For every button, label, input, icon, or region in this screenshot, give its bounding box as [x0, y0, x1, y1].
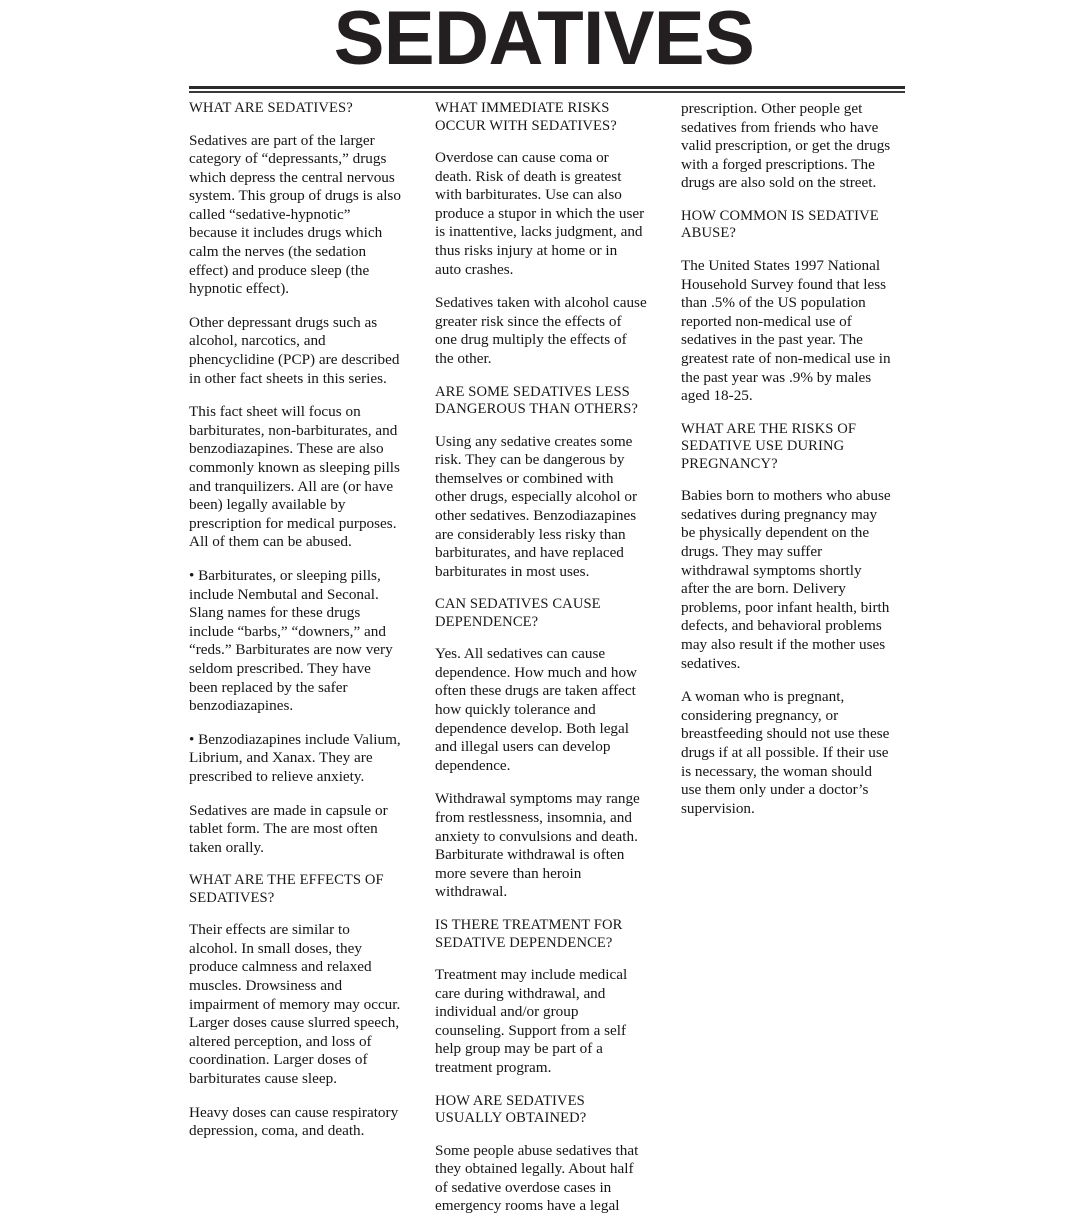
section-heading: CAN SEDATIVES CAUSE DEPENDENCE?	[435, 596, 601, 630]
body-paragraph: This fact sheet will focus on barbiturates, non-barbiturates, and benzodiazapines. These are also commonly known as sleeping pills and tranquilizers. All are (or have been) legally available by prescription for medical purposes. All of them can be abused.	[189, 403, 400, 551]
body-paragraph: Sedatives taken with alcohol cause greater risk since the effects of one drug multiply the effects of the other.	[435, 294, 647, 367]
column-2	[435, 100, 647, 1216]
title-band	[0, 0, 1080, 81]
body-paragraph: Sedatives are part of the larger category of “depressants,” drugs which depress the central nervous system. This group of drugs is also called “sedative-hypnotic” because it includes drugs which calm the nerves (the sedation effect) and produce sleep (the hypnotic effect).	[189, 131, 401, 298]
section-heading: HOW COMMON IS SEDATIVE ABUSE?	[681, 207, 879, 242]
section-heading: HOW ARE SEDATIVES USUALLY OBTAINED?	[435, 1092, 587, 1127]
column-3	[681, 100, 893, 1216]
body-paragraph: Yes. All sedatives can cause dependence. How much and how often these drugs are taken affect how quickly tolerance and dependence develop. Both legal and illegal users can develop dependence.	[435, 645, 638, 774]
divider-thin-line	[189, 91, 905, 93]
body-paragraph: Some people abuse sedatives that they obtained legally. About half of sedative overdose cases in emergency rooms have a legal	[435, 1141, 639, 1215]
column-1	[189, 100, 401, 1216]
body-paragraph: Their effects are similar to alcohol. In small doses, they produce calmness and relaxed muscles. Drowsiness and impairment of memory may occur. Larger doses cause slurred speech, altered perception, and loss of coordination. Larger doses of barbiturates cause sleep.	[189, 921, 401, 1088]
title-divider	[189, 86, 905, 93]
body-paragraph: Overdose can cause coma or death. Risk of death is greatest with barbiturates. Use can also produce a stupor in which the user is inattentive, lacks judgment, and thus risks injury at home or in auto crashes.	[435, 149, 645, 278]
section-heading: ARE SOME SEDATIVES LESS DANGEROUS THAN OTHERS?	[435, 383, 638, 418]
section-heading: WHAT ARE THE EFFECTS OF SEDATIVES?	[189, 872, 384, 906]
page-title: SEDATIVES	[333, 0, 755, 81]
body-paragraph: • Benzodiazapines include Valium, Librium, and Xanax. They are prescribed to relieve anxiety.	[189, 730, 401, 785]
body-paragraph: Using any sedative creates some risk. They can be dangerous by themselves or combined with other drugs, especially alcohol or other sedatives. Benzodiazapines are considerably less risky than barbiturates, and have replaced barbiturates in most uses.	[435, 432, 638, 580]
section-heading: IS THERE TREATMENT FOR SEDATIVE DEPENDENCE?	[435, 917, 623, 951]
section-heading: WHAT ARE THE RISKS OF SEDATIVE USE DURING PREGNANCY?	[681, 420, 857, 472]
body-paragraph: Heavy doses can cause respiratory depression, coma, and death.	[189, 1103, 399, 1140]
body-paragraph: Other depressant drugs such as alcohol, narcotics, and phencyclidine (PCP) are described in other fact sheets in this series.	[189, 313, 400, 387]
body-paragraph: • Barbiturates, or sleeping pills, include Nembutal and Seconal. Slang names for these drugs include “barbs,” “downers,” and “reds.” Barbiturates are now very seldom prescribed. They have been replaced by the safer benzodiazapines.	[189, 566, 393, 715]
text-columns	[189, 100, 911, 1216]
body-paragraph: Withdrawal symptoms may range from restlessness, insomnia, and anxiety to convulsions and death. Barbiturate withdrawal is often more severe than heroin withdrawal.	[435, 790, 640, 901]
body-paragraph: Sedatives are made in capsule or tablet form. The are most often taken orally.	[189, 801, 388, 856]
section-heading: WHAT ARE SEDATIVES?	[189, 100, 353, 116]
section-heading: WHAT IMMEDIATE RISKS OCCUR WITH SEDATIVES?	[435, 100, 617, 134]
body-paragraph: A woman who is pregnant, considering pregnancy, or breastfeeding should not use these drugs if at all possible. If their use is necessary, the woman should use them only under a doctor’s supervision.	[681, 688, 890, 817]
body-paragraph: The United States 1997 National Household Survey found that less than .5% of the US population reported non-medical use of sedatives in the past year. The greatest rate of non-medical use in the past year was .9% by males aged 18-25.	[681, 256, 891, 405]
body-paragraph: prescription. Other people get sedatives from friends who have valid prescription, or get the drugs with a forged prescriptions. The drugs are also sold on the street.	[681, 100, 891, 192]
body-paragraph: Babies born to mothers who abuse sedatives during pregnancy may be physically dependent on the drugs. They may suffer withdrawal symptoms shortly after the are born. Delivery problems, poor infant health, birth defects, and behavioral problems may also result if the mother uses sedatives.	[681, 487, 891, 672]
body-paragraph: Treatment may include medical care during withdrawal, and individual and/or group counseling. Support from a self help group may be part of a treatment program.	[435, 966, 628, 1076]
